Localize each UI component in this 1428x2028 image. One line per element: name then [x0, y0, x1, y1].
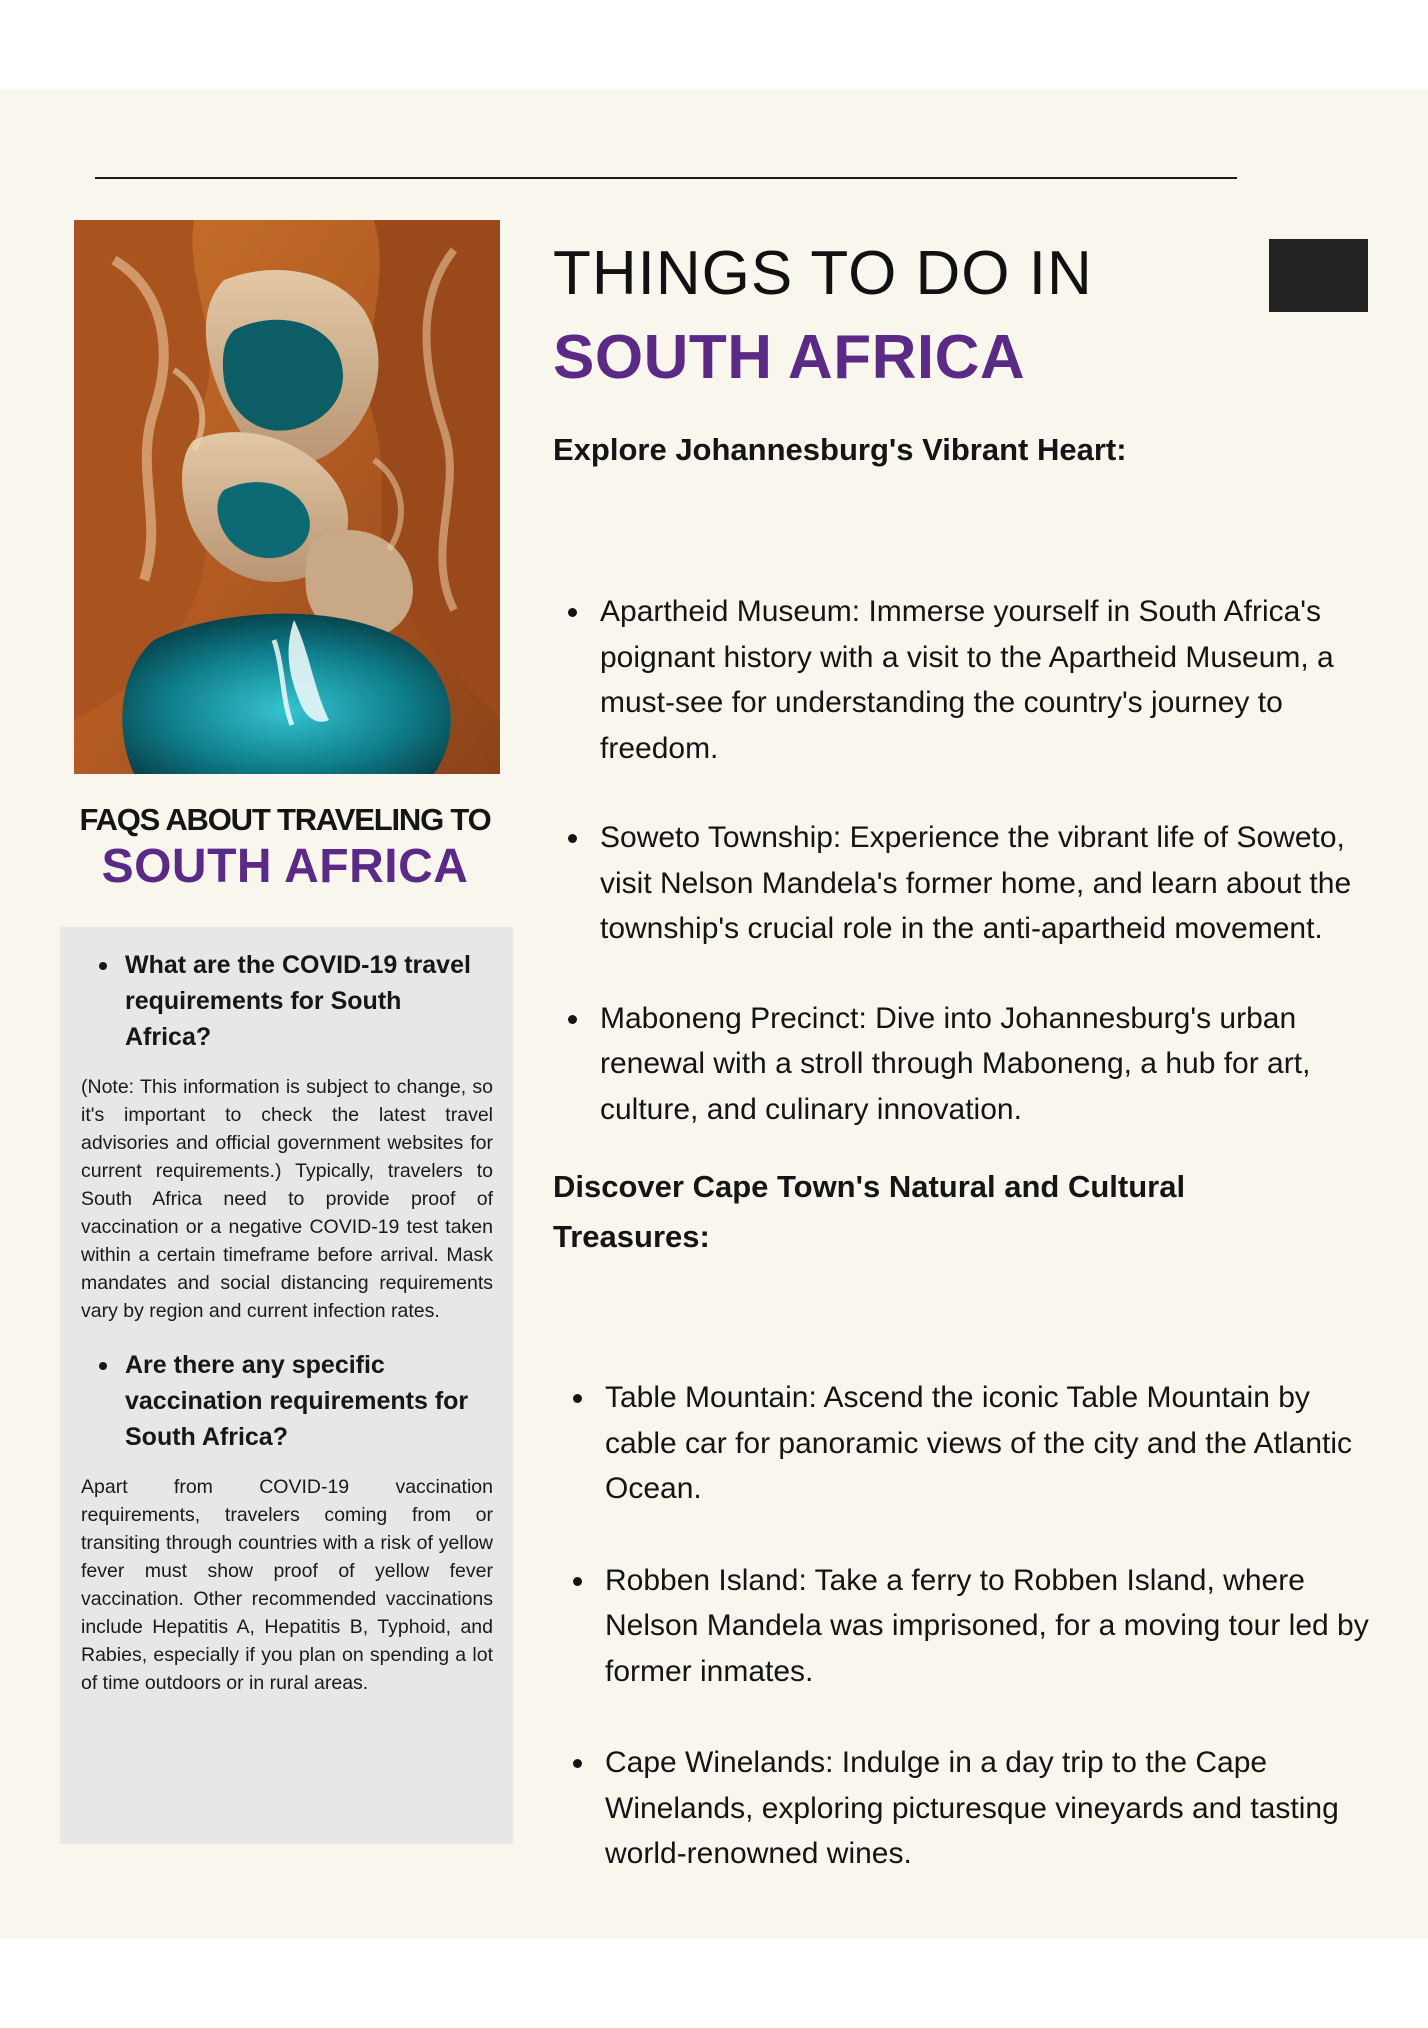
faq-answer-2: Apart from COVID-19 vaccination requirements, travelers coming from or transiting through countries with a risk of yellow fever must show proof of yellow fever vaccination. Other recommended vaccinations include Hepatitis A, Hepatitis B, Typhoid, and Rabies, especially if you plan on spending a lot of time outdoors or in rural areas.	[81, 1476, 493, 1694]
list-item: Soweto Township: Experience the vibrant life of Soweto, visit Nelson Mandela's former home, and learn about the township's crucial role in the anti-apartheid movement.	[553, 815, 1373, 952]
page-title-line2: SOUTH AFRICA	[553, 323, 1026, 392]
page-title	[553, 231, 1253, 399]
johannesburg-list	[553, 589, 1373, 1132]
section-heading-johannesburg: Explore Johannesburg's Vibrant Heart:	[553, 432, 1127, 467]
faq-title-line1: FAQS ABOUT TRAVELING TO	[79, 802, 491, 837]
list-item: Robben Island: Take a ferry to Robben Island, where Nelson Mandela was imprisoned, for a moving tour led by former inmates.	[558, 1558, 1378, 1695]
top-divider	[95, 177, 1237, 179]
faq-box	[60, 927, 513, 1844]
faq-title-line2: SOUTH AFRICA	[101, 840, 469, 893]
list-item: Apartheid Museum: Immerse yourself in South Africa's poignant history with a visit to the Apartheid Museum, a must-see for understanding the country's journey to freedom.	[553, 589, 1373, 771]
list-item: Table Mountain: Ascend the iconic Table Mountain by cable car for panoramic views of the city and the Atlantic Ocean.	[558, 1375, 1378, 1512]
list-item: Maboneng Precinct: Dive into Johannesburg's urban renewal with a stroll through Maboneng, a hub for art, culture, and culinary innovation.	[553, 996, 1373, 1133]
page-title-line1: THINGS TO DO IN	[553, 239, 1093, 308]
decorative-dark-block	[1269, 239, 1368, 312]
cape-town-list	[558, 1375, 1378, 1877]
page-background	[0, 89, 1428, 1939]
list-item: Cape Winelands: Indulge in a day trip to the Cape Winelands, exploring picturesque vineyards and tasting world-renowned wines.	[558, 1740, 1378, 1877]
faq-answer-1: (Note: This information is subject to change, so it's important to check the latest travel advisories and official government websites for current requirements.) Typically, travelers to South Africa need to provide proof of vaccination or a negative COVID-19 test taken within a certain timeframe before arrival. Mask mandates and social distancing requirements vary by region and current infection rates.	[81, 1076, 493, 1322]
section-heading-cape-town: Discover Cape Town's Natural and Cultural Treasures:	[553, 1169, 1186, 1254]
canyon-photo	[74, 220, 500, 774]
faq-title	[50, 801, 520, 895]
faq-question-1: What are the COVID-19 travel requirements for South Africa?	[81, 947, 493, 1055]
faq-question-2: Are there any specific vaccination requirements for South Africa?	[81, 1347, 493, 1455]
